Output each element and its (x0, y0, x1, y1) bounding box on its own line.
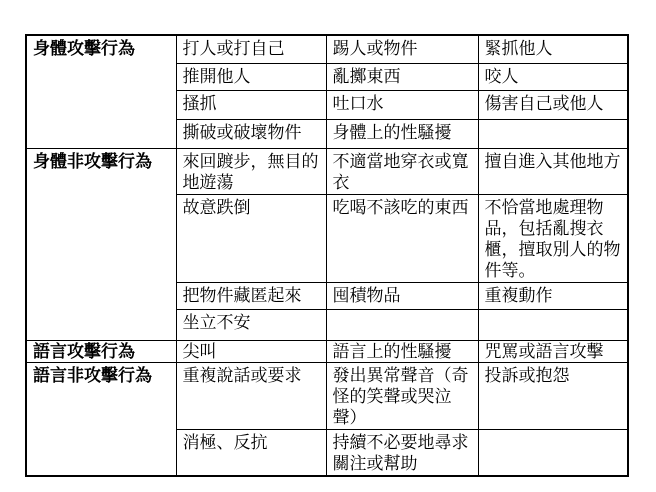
behavior-cell: 緊抓他人 (478, 35, 628, 63)
table-row (26, 148, 628, 194)
behavior-cell: 坐立不安 (176, 309, 326, 340)
behavior-cell-empty (478, 309, 628, 340)
behavior-cell: 不適當地穿衣或寬衣 (326, 148, 478, 194)
behavior-cell: 故意跌倒 (176, 194, 326, 282)
behavior-cell: 不恰當地處理物品，包括亂搜衣櫃，擅取別人的物件等。 (478, 194, 628, 282)
row-header-verbal-aggressive: 語言攻擊行為 (26, 340, 176, 362)
behavior-cell: 傷害自己或他人 (478, 90, 628, 119)
behavior-cell: 囤積物品 (326, 282, 478, 309)
behavior-cell: 咒罵或語言攻擊 (478, 340, 628, 362)
behavior-cell: 語言上的性騷擾 (326, 340, 478, 362)
behavior-cell: 推開他人 (176, 63, 326, 90)
behavior-cell: 擅自進入其他地方 (478, 148, 628, 194)
behavior-cell: 打人或打自己 (176, 35, 326, 63)
behavior-cell: 吐口水 (326, 90, 478, 119)
row-header-verbal-nonaggressive: 語言非攻擊行為 (26, 362, 176, 476)
behavior-cell: 重複說話或要求 (176, 362, 326, 429)
row-header-physical-aggressive: 身體攻擊行為 (26, 35, 176, 148)
behavior-cell: 身體上的性騷擾 (326, 119, 478, 148)
behavior-cell-empty (478, 119, 628, 148)
behavior-classification-table (25, 34, 629, 477)
behavior-cell: 咬人 (478, 63, 628, 90)
behavior-cell: 把物件藏匿起來 (176, 282, 326, 309)
table-row (26, 340, 628, 362)
behavior-cell: 尖叫 (176, 340, 326, 362)
behavior-cell: 吃喝不該吃的東西 (326, 194, 478, 282)
row-header-physical-nonaggressive: 身體非攻擊行為 (26, 148, 176, 340)
behavior-cell: 亂擲東西 (326, 63, 478, 90)
behavior-cell: 發出異常聲音（奇怪的笑聲或哭泣聲） (326, 362, 478, 429)
behavior-cell: 消極、反抗 (176, 429, 326, 476)
behavior-cell: 來回踱步，無目的地遊蕩 (176, 148, 326, 194)
behavior-cell: 踢人或物件 (326, 35, 478, 63)
table-row (26, 35, 628, 63)
behavior-cell: 重複動作 (478, 282, 628, 309)
behavior-cell-empty (478, 429, 628, 476)
behavior-cell: 撕破或破壞物件 (176, 119, 326, 148)
behavior-cell: 投訴或抱怨 (478, 362, 628, 429)
behavior-cell: 持續不必要地尋求關注或幫助 (326, 429, 478, 476)
table-row (26, 362, 628, 429)
behavior-cell-empty (326, 309, 478, 340)
behavior-cell: 搔抓 (176, 90, 326, 119)
